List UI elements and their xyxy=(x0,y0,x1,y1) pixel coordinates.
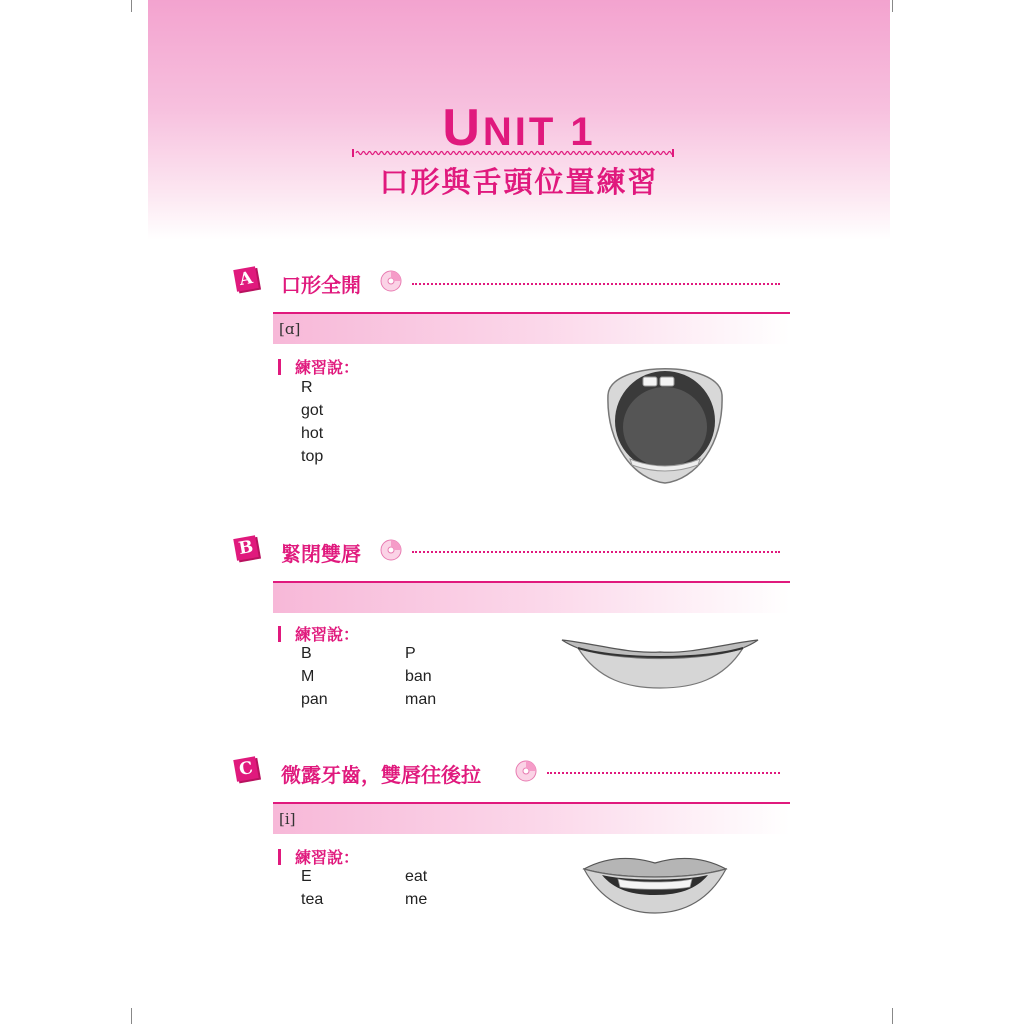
practice-word: E xyxy=(301,868,312,885)
open-mouth-illustration xyxy=(600,355,730,487)
section-title-c: 微露牙齒，雙唇往後拉 xyxy=(281,763,481,787)
unit-subtitle: 口形與舌頭位置練習 xyxy=(379,165,659,199)
cd-audio-icon[interactable] xyxy=(380,539,402,561)
section-dotted-leader xyxy=(412,551,780,553)
practice-label: 練習說： xyxy=(278,622,359,645)
practice-word: got xyxy=(301,402,324,419)
crop-mark xyxy=(131,1008,132,1024)
section-dotted-leader xyxy=(547,772,780,774)
phonetic-bar-b xyxy=(273,581,790,613)
ipa-symbol: [i] xyxy=(279,810,296,828)
practice-word: P xyxy=(405,645,416,662)
ipa-symbol: [ɑ] xyxy=(279,320,301,338)
cd-audio-icon[interactable] xyxy=(380,270,402,292)
section-badge-a: A xyxy=(233,266,258,291)
section-badge-c: C xyxy=(233,756,258,781)
crop-mark xyxy=(131,0,132,12)
practice-word: B xyxy=(301,645,312,662)
section-title-a: 口形全開 xyxy=(281,273,361,297)
section-title-b: 緊閉雙唇 xyxy=(281,542,361,566)
practice-word: tea xyxy=(301,891,324,908)
section-badge-b: B xyxy=(233,535,258,560)
practice-label: 練習說： xyxy=(278,845,359,868)
smile-teeth-illustration xyxy=(580,855,730,917)
practice-word: ban xyxy=(405,668,432,685)
phonetic-bar-a xyxy=(273,312,790,344)
phonetic-bar-c xyxy=(273,802,790,834)
practice-word: pan xyxy=(301,691,328,708)
practice-word: M xyxy=(301,668,315,685)
crop-mark xyxy=(892,1008,893,1024)
practice-word: top xyxy=(301,448,324,465)
practice-label: 練習說： xyxy=(278,355,359,378)
unit-title-initial: U xyxy=(442,99,483,157)
unit-title-rest: NIT 1 xyxy=(482,110,596,154)
cd-audio-icon[interactable] xyxy=(515,760,537,782)
practice-word: man xyxy=(405,691,437,708)
practice-word: me xyxy=(405,891,428,908)
closed-lips-illustration xyxy=(558,630,763,692)
crop-mark xyxy=(892,0,893,12)
practice-word: R xyxy=(301,379,313,396)
practice-word: hot xyxy=(301,425,324,442)
section-dotted-leader xyxy=(412,283,780,285)
title-wavy-rule xyxy=(352,148,674,158)
page xyxy=(148,0,890,1024)
practice-word: eat xyxy=(405,868,428,885)
